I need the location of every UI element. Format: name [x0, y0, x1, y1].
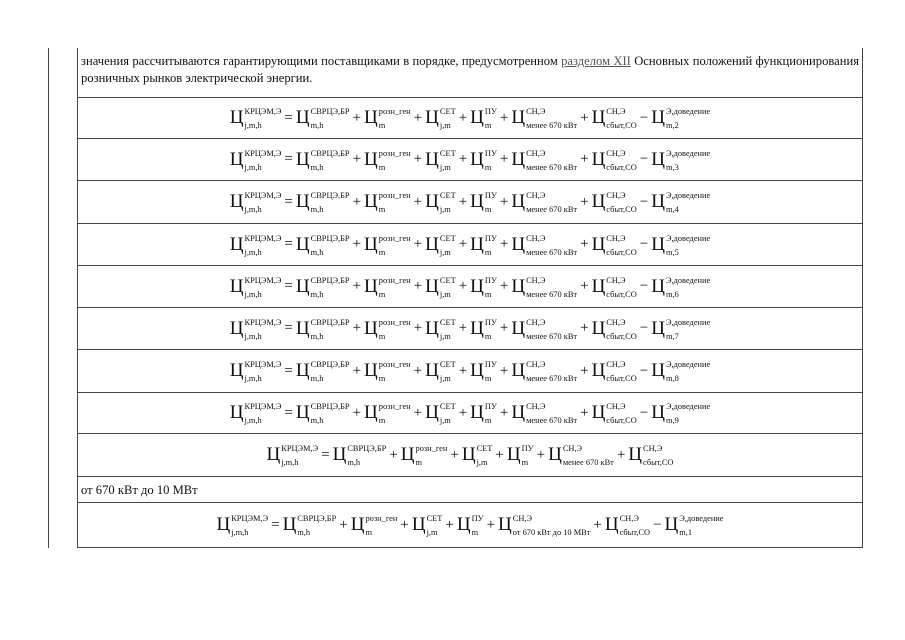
term-svrce: Ц СВРЦЭ,БР m,h [282, 514, 337, 537]
plus-sign: + [352, 320, 362, 336]
term-pu: Ц ПУ m [470, 360, 497, 383]
plus-sign: + [499, 362, 509, 379]
lhs-term: Ц КРЦЭМ,Э j,m,h [229, 402, 282, 425]
plus-sign: + [458, 151, 468, 167]
plus-sign: + [458, 236, 468, 252]
equals-sign: = [271, 516, 280, 533]
formula-row [80, 350, 860, 392]
term-sn-power: Ц СН,Э менее 670 кВт [511, 233, 578, 257]
term-svrce: Ц СВРЦЭ,БР m,h [332, 444, 387, 467]
equals-sign: = [284, 362, 293, 379]
term-rozn-gen: Ц розн_ген m [364, 148, 411, 172]
minus-sign: − [639, 193, 649, 210]
term-dovedenie: Ц Э,доведение m,4 [651, 191, 711, 214]
formula-row [80, 181, 860, 223]
plus-sign: + [536, 446, 546, 463]
lhs-term: Ц КРЦЭМ,Э j,m,h [216, 514, 269, 537]
term-rozn-gen: Ц розн_ген m [364, 402, 411, 425]
price-formula [230, 318, 710, 340]
formula-row [80, 308, 860, 349]
plus-sign: + [352, 109, 362, 126]
plus-sign: + [499, 404, 509, 421]
lhs-term: Ц КРЦЭМ,Э j,m,h [229, 275, 282, 299]
minus-sign: − [639, 109, 649, 126]
plus-sign: + [486, 516, 496, 533]
term-svrce: Ц СВРЦЭ,БР m,h [295, 360, 350, 383]
right-border [862, 48, 863, 548]
section-xii-link[interactable]: разделом XII [561, 54, 631, 68]
plus-sign: + [580, 404, 589, 421]
term-set: Ц СЕТ j,m [425, 360, 456, 383]
plus-sign: + [413, 193, 423, 210]
term-sn-sbyt: Ц СН,Э сбыт,СО [628, 444, 674, 467]
term-sn-power: Ц СН,Э менее 670 кВт [511, 191, 578, 214]
plus-sign: + [413, 404, 423, 421]
term-pu: Ц ПУ m [506, 444, 534, 467]
plus-sign: + [458, 404, 468, 421]
term-svrce: Ц СВРЦЭ,БР m,h [295, 275, 350, 299]
formula-row [80, 98, 860, 138]
term-set: Ц СЕТ j,m [425, 233, 456, 257]
term-dovedenie: Ц Э,доведение m,8 [651, 360, 711, 383]
equals-sign: = [284, 109, 293, 126]
price-formula [216, 514, 723, 536]
term-svrce: Ц СВРЦЭ,БР m,h [295, 107, 350, 130]
term-set: Ц СЕТ j,m [425, 402, 456, 425]
term-rozn-gen: Ц розн_ген m [364, 107, 411, 130]
term-svrce: Ц СВРЦЭ,БР m,h [295, 402, 350, 425]
lhs-term: Ц КРЦЭМ,Э j,m,h [229, 191, 282, 214]
plus-sign: + [458, 362, 468, 379]
lhs-term: Ц КРЦЭМ,Э j,m,h [229, 107, 282, 130]
equals-sign: = [284, 236, 293, 252]
plus-sign: + [352, 404, 362, 421]
formula-row [80, 139, 860, 180]
plus-sign: + [352, 278, 362, 294]
equals-sign: = [284, 320, 293, 336]
plus-sign: + [499, 151, 509, 167]
term-rozn-gen: Ц розн_ген m [364, 275, 411, 299]
term-sn-power: Ц СН,Э менее 670 кВт [511, 107, 578, 130]
term-set: Ц СЕТ j,m [425, 275, 456, 299]
term-sn-sbyt: Ц СН,Э сбыт,СО [591, 148, 637, 172]
row-divider [77, 476, 863, 477]
plus-sign: + [450, 446, 459, 463]
term-set: Ц СЕТ j,m [425, 107, 456, 130]
term-svrce: Ц СВРЦЭ,БР m,h [295, 317, 350, 341]
minus-sign: − [639, 151, 649, 167]
minus-sign: − [639, 320, 649, 336]
plus-sign: + [445, 516, 454, 533]
term-sn-sbyt: Ц СН,Э сбыт,СО [591, 107, 637, 130]
formula-row [80, 434, 860, 476]
formula-row [80, 224, 860, 265]
plus-sign: + [499, 193, 509, 210]
term-sn-sbyt: Ц СН,Э сбыт,СО [591, 275, 637, 299]
lhs-term: Ц КРЦЭМ,Э j,m,h [229, 148, 282, 172]
inner-left-border [77, 48, 78, 548]
price-formula [230, 234, 710, 256]
plus-sign: + [616, 446, 626, 463]
term-sn-sbyt: Ц СН,Э сбыт,СО [591, 402, 637, 425]
term-pu: Ц ПУ m [470, 275, 497, 299]
term-set: Ц СЕТ j,m [425, 191, 456, 214]
plus-sign: + [413, 109, 423, 126]
term-sn-power: Ц СН,Э менее 670 кВт [511, 360, 578, 383]
term-set: Ц СЕТ j,m [461, 444, 493, 467]
plus-sign: + [339, 516, 348, 533]
price-formula [230, 149, 710, 171]
plus-sign: + [495, 446, 504, 463]
plus-sign: + [352, 193, 362, 210]
lhs-term: Ц КРЦЭМ,Э j,m,h [266, 444, 319, 467]
bottom-border [77, 547, 863, 548]
term-rozn-gen: Ц розн_ген m [364, 360, 411, 383]
section-heading: от 670 кВт до 10 МВт [81, 483, 198, 497]
formula-row [80, 393, 860, 433]
price-formula [230, 402, 710, 424]
plus-sign: + [499, 236, 509, 252]
plus-sign: + [352, 362, 362, 379]
plus-sign: + [580, 193, 589, 210]
term-dovedenie: Ц Э,доведение m,5 [651, 233, 711, 257]
term-dovedenie: Ц Э,доведение m,1 [664, 514, 724, 537]
term-svrce: Ц СВРЦЭ,БР m,h [295, 233, 350, 257]
plus-sign: + [499, 109, 509, 126]
term-sn-sbyt: Ц СН,Э сбыт,СО [591, 360, 637, 383]
term-sn-sbyt: Ц СН,Э сбыт,СО [591, 317, 637, 341]
term-sn-sbyt: Ц СН,Э сбыт,СО [591, 191, 637, 214]
term-set: Ц СЕТ j,m [425, 317, 456, 341]
left-border [48, 48, 49, 548]
equals-sign: = [321, 446, 330, 463]
plus-sign: + [352, 151, 362, 167]
plus-sign: + [413, 362, 423, 379]
price-formula [267, 444, 674, 466]
plus-sign: + [580, 151, 589, 167]
intro-text-part1: значения рассчитываются гарантирующими поставщиками в порядке, предусмотренном [81, 54, 562, 68]
plus-sign: + [352, 236, 362, 252]
price-formula [230, 191, 710, 213]
term-dovedenie: Ц Э,доведение m,7 [651, 317, 711, 341]
term-rozn-gen: Ц розн_ген m [364, 317, 411, 341]
term-set: Ц СЕТ j,m [425, 148, 456, 172]
plus-sign: + [593, 516, 602, 533]
plus-sign: + [400, 516, 409, 533]
minus-sign: − [639, 362, 649, 379]
term-sn-sbyt: Ц СН,Э сбыт,СО [604, 514, 651, 537]
term-dovedenie: Ц Э,доведение m,6 [651, 275, 711, 299]
term-sn-power: Ц СН,Э менее 670 кВт [511, 148, 578, 172]
intro-paragraph [81, 53, 859, 86]
equals-sign: = [284, 404, 293, 421]
plus-sign: + [580, 278, 589, 294]
term-pu: Ц ПУ m [456, 514, 484, 537]
plus-sign: + [458, 193, 468, 210]
price-formula [230, 276, 710, 298]
term-dovedenie: Ц Э,доведение m,3 [651, 148, 711, 172]
equals-sign: = [284, 278, 293, 294]
price-formula [230, 107, 710, 129]
plus-sign: + [580, 362, 589, 379]
plus-sign: + [580, 109, 589, 126]
formula-row [80, 503, 860, 547]
plus-sign: + [458, 278, 468, 294]
term-sn-sbyt: Ц СН,Э сбыт,СО [591, 233, 637, 257]
intro-text-part2: Основных положений функционирования розничных рынков электрической энергии. [81, 54, 860, 85]
lhs-term: Ц КРЦЭМ,Э j,m,h [229, 233, 282, 257]
term-sn-power: Ц СН,Э от 670 кВт до 10 МВт [498, 514, 591, 537]
minus-sign: − [639, 404, 649, 421]
minus-sign: − [639, 236, 649, 252]
lhs-term: Ц КРЦЭМ,Э j,m,h [229, 317, 282, 341]
equals-sign: = [284, 151, 293, 167]
term-svrce: Ц СВРЦЭ,БР m,h [295, 148, 350, 172]
minus-sign: − [639, 278, 649, 294]
term-sn-power: Ц СН,Э менее 670 кВт [511, 402, 578, 425]
term-pu: Ц ПУ m [470, 402, 497, 425]
plus-sign: + [580, 320, 589, 336]
term-pu: Ц ПУ m [470, 191, 497, 214]
plus-sign: + [413, 278, 423, 294]
term-rozn-gen: Ц розн_ген m [350, 514, 398, 537]
minus-sign: − [653, 516, 662, 533]
term-pu: Ц ПУ m [470, 148, 497, 172]
formula-row [80, 266, 860, 307]
plus-sign: + [458, 109, 468, 126]
lhs-term: Ц КРЦЭМ,Э j,m,h [229, 360, 282, 383]
plus-sign: + [413, 236, 423, 252]
plus-sign: + [389, 446, 398, 463]
plus-sign: + [580, 236, 589, 252]
term-sn-power: Ц СН,Э менее 670 кВт [548, 444, 614, 467]
plus-sign: + [413, 151, 423, 167]
term-svrce: Ц СВРЦЭ,БР m,h [295, 191, 350, 214]
plus-sign: + [499, 320, 509, 336]
term-rozn-gen: Ц розн_ген m [400, 444, 448, 467]
plus-sign: + [458, 320, 468, 336]
term-rozn-gen: Ц розн_ген m [364, 191, 411, 214]
plus-sign: + [499, 278, 509, 294]
price-formula [230, 360, 710, 382]
term-rozn-gen: Ц розн_ген m [364, 233, 411, 257]
term-pu: Ц ПУ m [470, 317, 497, 341]
term-set: Ц СЕТ j,m [411, 514, 443, 537]
term-pu: Ц ПУ m [470, 107, 497, 130]
equals-sign: = [284, 193, 293, 210]
term-sn-power: Ц СН,Э менее 670 кВт [511, 275, 578, 299]
term-sn-power: Ц СН,Э менее 670 кВт [511, 317, 578, 341]
plus-sign: + [413, 320, 423, 336]
term-dovedenie: Ц Э,доведение m,9 [651, 402, 711, 425]
term-pu: Ц ПУ m [470, 233, 497, 257]
term-dovedenie: Ц Э,доведение m,2 [651, 107, 711, 130]
